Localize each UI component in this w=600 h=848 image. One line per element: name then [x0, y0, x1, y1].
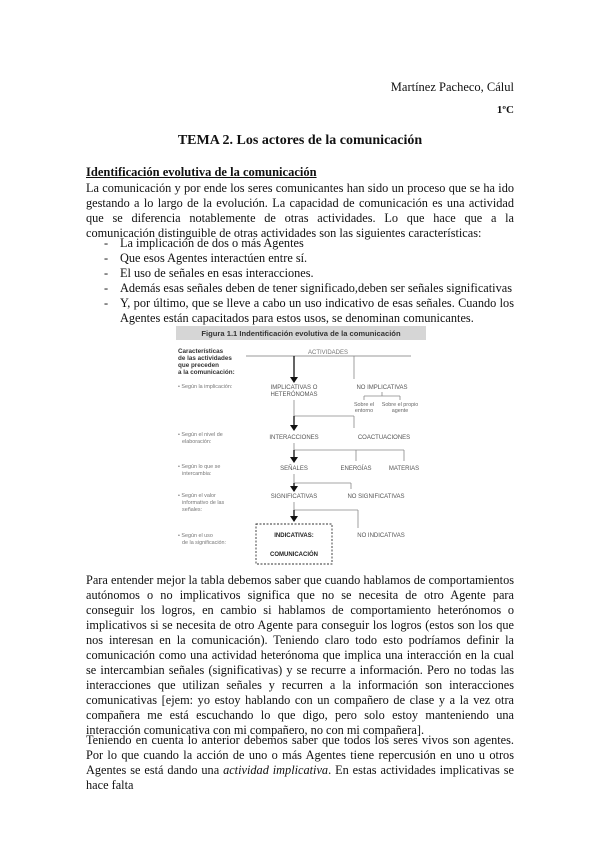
- list-item: - El uso de señales en esas interacciones.: [104, 266, 514, 281]
- node-comunicacion: COMUNICACIÓN: [270, 552, 318, 558]
- node-heteronomas: HETERÓNOMAS: [270, 392, 318, 398]
- intro-paragraph: La comunicación y por ende los seres comunicantes han sido un proceso que se ha ido gestando a lo largo de la evolución. La capacidad de comunicación es una actividad que se diferencia notablemente de otras actividades. Lo que hace que a la comunicación distinguible de otras actividades son las siguientes características:: [86, 181, 514, 240]
- comunicacion-box: [256, 524, 332, 564]
- node-energias: ENERGÍAS: [340, 466, 372, 472]
- node-no-implicativas: NO IMPLICATIVAS: [356, 385, 408, 391]
- node-interacciones: INTERACCIONES: [269, 435, 319, 441]
- node-no-significativas: NO SIGNIFICATIVAS: [347, 494, 405, 500]
- list-item: - Que esos Agentes interactúen entre sí.: [104, 251, 514, 266]
- side-label-elaboracion: elaboración:: [182, 439, 212, 445]
- list-item: - Además esas señales deben de tener significado,deben ser señales significativas: [104, 281, 514, 296]
- side-label-uso: • Según el uso: [178, 533, 213, 539]
- list-item: - La implicación de dos o más Agentes: [104, 236, 514, 251]
- node-sobre-entorno: Sobre el: [353, 402, 375, 408]
- node-senales: SEÑALES: [280, 466, 308, 472]
- figure-title: Figura 1.1 Indentificación evolutiva de la comunicación: [201, 329, 401, 338]
- side-label-implicacion: • Según la implicación:: [178, 384, 233, 390]
- side-label-intercambia: intercambia:: [182, 471, 212, 477]
- side-heading-line: a la comunicación:: [178, 369, 235, 376]
- node-indicativas: INDICATIVAS:: [274, 533, 314, 539]
- characteristics-list: [104, 236, 514, 326]
- closing-text-start: Teniendo en cuenta lo anterior debemos saber que todos los seres vivos son agentes. Por lo que cuando la acción de uno o más Agentes tiene repercusión en uno u otros Agentes se está dando una: [86, 733, 514, 777]
- side-heading-line: Características: [178, 348, 224, 355]
- course-label: 1ºC: [496, 104, 514, 116]
- list-item: - Y, por último, que se lleve a cabo un uso indicativo de esas señales. Cuando los Agentes están capacitados para estos usos, se denominan comunicantes.: [104, 296, 514, 326]
- side-label-valor: • Según el valor: [178, 493, 216, 499]
- page-title: TEMA 2. Los actores de la comunicación: [177, 133, 423, 148]
- node-implicativas: IMPLICATIVAS O: [270, 385, 318, 391]
- side-heading-line: que preceden: [178, 362, 219, 369]
- node-sobre-entorno: entorno: [354, 408, 374, 414]
- closing-text-emphasis: actividad implicativa: [223, 763, 329, 777]
- node-materias: MATERIAS: [388, 466, 420, 472]
- node-significativas: SIGNIFICATIVAS: [270, 494, 318, 500]
- node-sobre-agente: agente: [391, 408, 409, 414]
- closing-paragraph: [86, 733, 514, 793]
- section-heading: Identificación evolutiva de la comunicación: [86, 165, 317, 179]
- author-name: Martínez Pacheco, Cálul: [390, 80, 514, 94]
- side-heading-line: de las actividades: [178, 355, 232, 362]
- closing-text-end: . En estas actividades implicativas se hace falta: [86, 763, 514, 792]
- side-label-uso: de la significación:: [182, 540, 227, 546]
- figure-diagram: [176, 326, 426, 568]
- node-actividades: ACTIVIDADES: [307, 350, 349, 356]
- node-sobre-agente: Sobre el propio: [381, 402, 419, 408]
- explanation-paragraph: Para entender mejor la tabla debemos saber que cuando hablamos de comportamientos autónomos o no implicativos significa que no se necesita de otro Agente para conseguir los logros, en cambio si hablamos de comportamiento heterónomos o implicativos si se necesita de otro Agente para conseguir los logros (estos son los que nos interesan en la comunicación). Teniendo claro todo esto podríamos definir la comunicación como una actividad heterónoma que implica una interacción en la cual se intercambian señales (significativas) y se recurre a información. Pero no todas las interacciones que utilizan señales y recurren a la información son interacciones comunicativas [ejem: yo estoy hablando con un compañero de clase y a la vez otra compañera me está escuchando lo que digo, pero solo estoy manteniendo una interacción comunicativa con mi compañero, no con mi compañera].: [86, 573, 514, 737]
- node-no-indicativas: NO INDICATIVAS: [357, 533, 405, 539]
- side-label-elaboracion: • Según el nivel de: [178, 432, 223, 438]
- node-coactuaciones: COACTUACIONES: [357, 435, 411, 441]
- side-label-intercambia: • Según lo que se: [178, 464, 221, 470]
- side-label-valor: señales:: [182, 507, 203, 513]
- side-label-valor: informativo de las: [182, 500, 225, 506]
